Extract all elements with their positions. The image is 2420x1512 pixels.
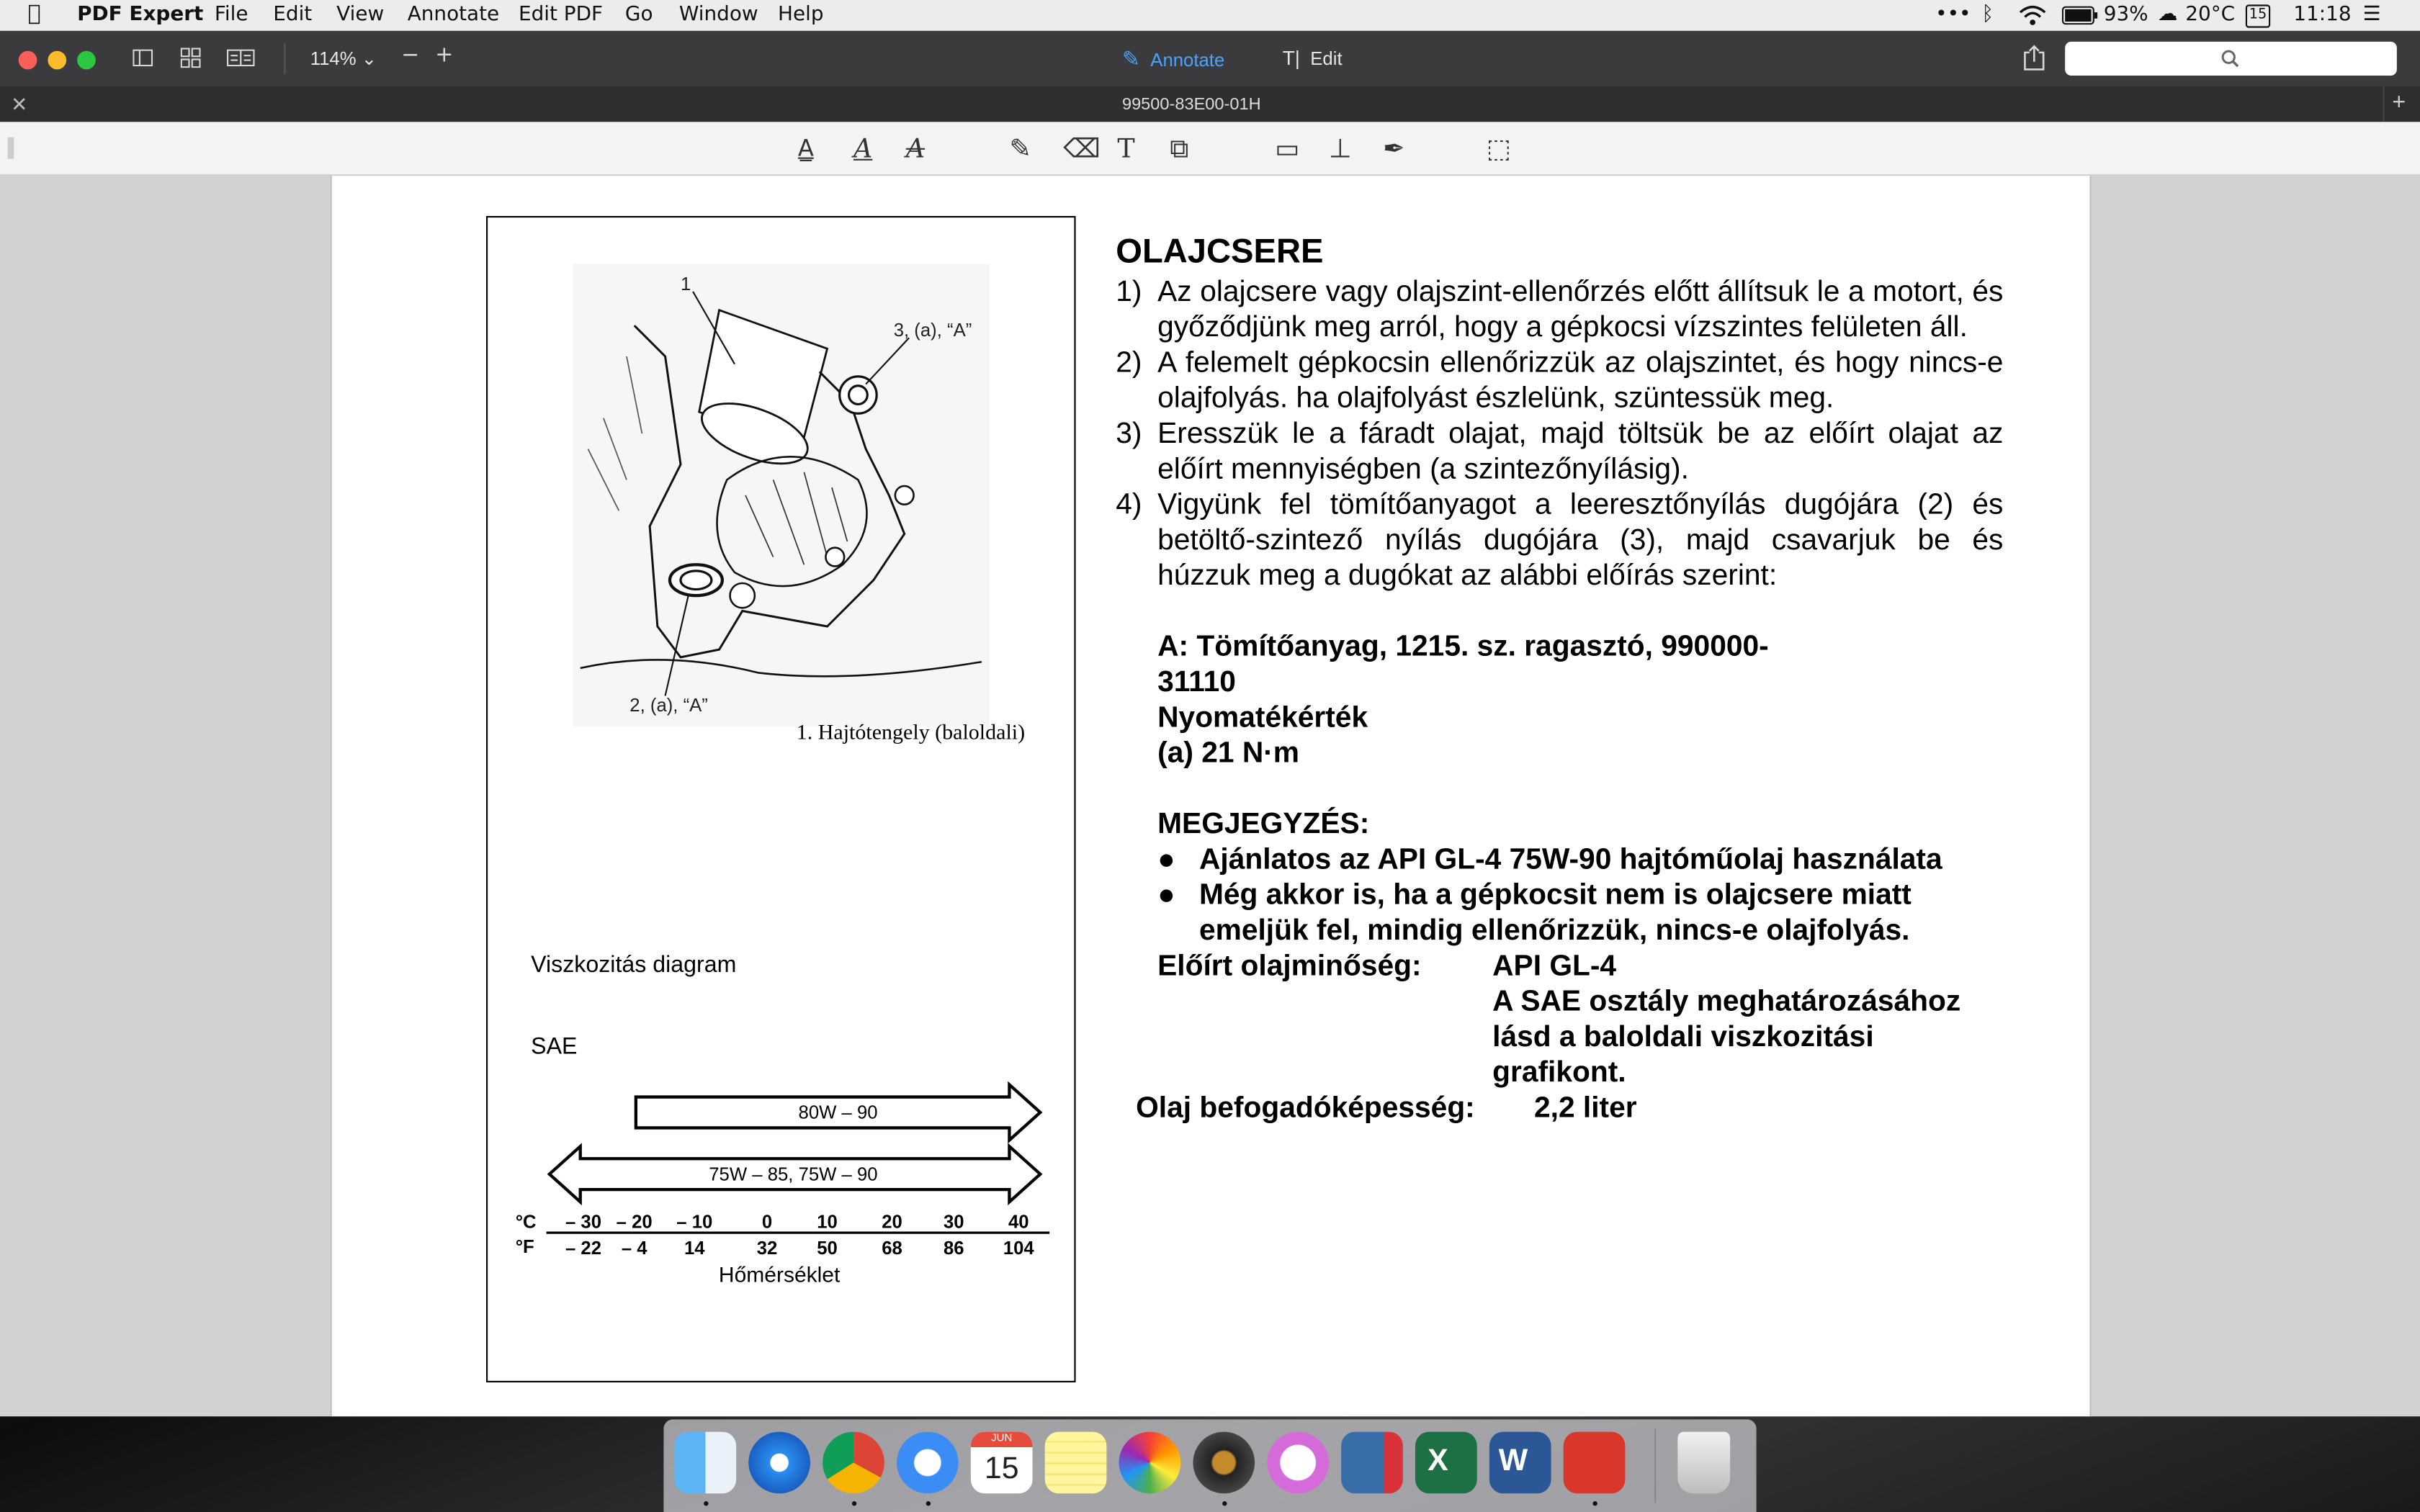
panel-handle[interactable] <box>8 138 14 159</box>
tab-divider <box>2383 86 2385 122</box>
menu-edit-pdf[interactable]: Edit PDF <box>519 3 604 27</box>
figure-caption: 1. Hajtótengely (baloldali) <box>796 721 1026 745</box>
menu-window[interactable]: Window <box>678 3 758 27</box>
fahrenheit-tick-label: 104 <box>1003 1238 1034 1259</box>
fahrenheit-tick-label: 50 <box>817 1238 838 1259</box>
sae-label: SAE <box>531 1033 578 1061</box>
fahrenheit-tick-label: – 4 <box>621 1238 647 1259</box>
bullet-icon: ● <box>1157 844 1175 877</box>
running-indicator <box>704 1501 708 1506</box>
calendar-day: 15 <box>984 1452 1019 1486</box>
search-input[interactable] <box>2065 42 2397 76</box>
oil-grade-note: A SAE osztály meghatározásához lásd a baloldali viszkozitási grafikont. <box>1492 986 1961 1089</box>
maps-icon[interactable] <box>897 1432 959 1494</box>
new-tab-icon[interactable]: + <box>2392 89 2406 116</box>
safari-icon[interactable] <box>748 1432 810 1494</box>
app-menu[interactable]: PDF Expert <box>77 3 204 27</box>
battery-icon[interactable] <box>2062 6 2099 25</box>
note-item <box>1157 878 2003 949</box>
minimize-window-button[interactable] <box>48 51 66 70</box>
word-icon[interactable] <box>1489 1432 1551 1494</box>
annotate-label: Annotate <box>1150 49 1225 71</box>
step-number: 2) <box>1116 347 1142 380</box>
note-text: Ajánlatos az API GL-4 75W-90 hajtóműolaj használata <box>1199 844 1942 877</box>
notes-icon[interactable] <box>1045 1432 1107 1494</box>
capacity-label: Olaj befogadóképesség: <box>1136 1092 1475 1125</box>
dock <box>663 1419 1756 1512</box>
pen-icon: ✎ <box>1121 46 1141 71</box>
selection-area-icon[interactable]: ⬚ <box>1486 134 1511 166</box>
comment-icon[interactable]: ▭ <box>1275 134 1300 166</box>
celsius-unit: °C <box>515 1212 537 1233</box>
step-item <box>1116 346 2003 417</box>
pencil-icon[interactable]: ✎ <box>1009 134 1031 166</box>
zoom-level-dropdown[interactable] <box>310 48 377 69</box>
step-item <box>1116 417 2003 488</box>
document-tab-bar <box>0 86 2420 123</box>
pdf-page[interactable] <box>331 176 2092 1416</box>
callout-1: 1 <box>681 273 691 295</box>
document-canvas[interactable] <box>0 176 2420 1416</box>
toolbar <box>0 31 2420 88</box>
section-heading: OLAJCSERE <box>1116 231 1324 270</box>
step-number: 4) <box>1116 489 1142 522</box>
weather-temp[interactable]: 20°C <box>2185 3 2236 27</box>
celsius-tick-label: – 20 <box>616 1212 653 1233</box>
step-item <box>1116 487 2003 594</box>
sealant-spec: A: Tömítőanyag, 1215. sz. ragasztó, 990000-31110 <box>1157 631 1769 699</box>
itunes-icon[interactable] <box>1267 1432 1329 1494</box>
trash-icon[interactable] <box>1677 1432 1730 1494</box>
running-indicator <box>1592 1501 1597 1506</box>
strikethrough-text-icon[interactable]: A <box>905 134 926 166</box>
running-indicator <box>926 1501 931 1506</box>
photos-icon[interactable] <box>1119 1432 1181 1494</box>
text-cursor-icon: T| <box>1282 46 1300 70</box>
excel-letter-icon: X <box>1428 1444 1448 1478</box>
eraser-icon[interactable]: ⌫ <box>1063 134 1101 166</box>
excel-icon[interactable] <box>1415 1432 1477 1494</box>
calendar-month: JUN <box>971 1432 1033 1447</box>
dock-divider <box>1654 1428 1656 1503</box>
chrome-icon[interactable] <box>823 1432 884 1494</box>
shapes-icon[interactable]: ⧉ <box>1170 134 1189 166</box>
zoom-window-button[interactable] <box>77 51 96 70</box>
celsius-tick-label: – 30 <box>565 1212 602 1233</box>
annotation-toolbar <box>0 122 2420 176</box>
calendar-icon[interactable]: 15 <box>2246 4 2270 27</box>
signature-icon[interactable]: ✒ <box>1383 134 1405 166</box>
pdf-expert-window <box>0 31 2420 1416</box>
pdf-expert-icon[interactable] <box>1564 1432 1626 1494</box>
battery-percent: 93% <box>2103 3 2148 27</box>
zoom-in-icon[interactable]: + <box>435 43 454 68</box>
highlight-text-icon[interactable]: A̲ <box>797 134 814 162</box>
oil-grade-row <box>1157 949 2003 1091</box>
arrow-80w90-label: 80W – 90 <box>798 1102 878 1123</box>
toolbar-divider <box>284 43 285 74</box>
reading-mode-icon[interactable] <box>227 50 255 67</box>
clock[interactable]: 11:18 <box>2293 3 2352 27</box>
step-text: Eresszük le a fáradt olajat, majd töltsük be az előírt olajat az előírt mennyiségben (a szintezőnyílásig). <box>1157 418 2004 486</box>
callout-3: 3, (a), “A” <box>893 319 972 341</box>
capacity-row <box>1136 1091 2003 1126</box>
annotate-mode-tab[interactable] <box>1122 46 1224 72</box>
torque-label: Nyomatékérték <box>1157 701 1368 734</box>
close-tab-icon[interactable]: ✕ <box>11 92 28 116</box>
menu-edit[interactable]: Edit <box>273 3 313 27</box>
celsius-tick-label: 0 <box>761 1212 773 1233</box>
menu-bar <box>0 0 2420 32</box>
capacity-value: 2,2 liter <box>1534 1092 1637 1125</box>
step-text: A felemelt gépkocsin ellenőrizzük az olajszintet, és hogy nincs-e olajfolyás. ha olajfolyást észlelünk, szüntessük meg. <box>1157 347 2004 415</box>
torque-value: (a) 21 N·m <box>1157 737 1299 770</box>
chevron-down-icon: ⌄ <box>361 48 377 70</box>
search-icon <box>2221 50 2240 68</box>
zoom-value: 114% <box>310 48 357 70</box>
step-text: Az olajcsere vagy olajszint-ellenőrzés előtt állítsuk le a motort, és győződjünk meg arról, hogy a gépkocsi vízszintes felületen áll. <box>1157 276 2004 344</box>
menu-help[interactable]: Help <box>778 3 824 27</box>
figure-frame <box>486 216 1076 1382</box>
celsius-tick-label: 40 <box>1008 1212 1029 1233</box>
underline-text-icon[interactable]: A <box>853 134 873 166</box>
arrow-75w-label: 75W – 85, 75W – 90 <box>709 1164 878 1185</box>
fahrenheit-tick-label: 68 <box>882 1238 902 1259</box>
word-letter-icon: W <box>1498 1444 1528 1478</box>
viscosity-title: Viszkozitás diagram <box>531 952 737 978</box>
menu-view[interactable]: View <box>336 3 385 27</box>
menu-annotate[interactable]: Annotate <box>407 3 500 27</box>
menu-go[interactable]: Go <box>624 3 653 27</box>
sidebar-toggle-icon[interactable] <box>133 50 153 67</box>
bluetooth-icon[interactable]: ᛒ <box>1981 3 1994 27</box>
menu-file[interactable]: File <box>214 3 248 27</box>
thumbnails-icon[interactable] <box>181 48 201 68</box>
viscosity-diagram <box>506 1074 1062 1305</box>
fahrenheit-tick-label: 86 <box>943 1238 964 1259</box>
note-item <box>1157 842 2003 878</box>
text-tool-icon[interactable]: T <box>1117 134 1135 166</box>
instructions-column <box>1116 231 2003 1126</box>
celsius-tick-label: 10 <box>817 1212 838 1233</box>
apple-icon[interactable] <box>28 1 41 26</box>
edit-mode-tab[interactable] <box>1283 46 1343 69</box>
note-text: Még akkor is, ha a gépkocsit nem is olajcsere miatt emeljük fel, mindig ellenőrizzük, nincs-e olajfolyás. <box>1199 879 1912 948</box>
oil-grade-label: Előírt olajminőség: <box>1157 950 1422 983</box>
step-number: 3) <box>1116 418 1142 451</box>
weather-icon[interactable]: ☁ <box>2157 3 2178 27</box>
fahrenheit-tick-label: – 22 <box>565 1238 602 1259</box>
calendar-icon[interactable] <box>971 1432 1033 1494</box>
callout-2: 2, (a), “A” <box>629 694 708 716</box>
step-item <box>1116 274 2003 346</box>
running-indicator <box>1222 1501 1227 1506</box>
fahrenheit-tick-label: 32 <box>756 1238 778 1259</box>
step-number: 1) <box>1116 276 1142 309</box>
celsius-tick-label: 30 <box>943 1212 964 1233</box>
note-title: MEGJEGYZÉS: <box>1157 808 1370 841</box>
parallels-icon[interactable] <box>1341 1432 1403 1494</box>
fahrenheit-tick-label: 14 <box>684 1238 705 1259</box>
step-text: Vigyünk fel tömítőanyagot a leeresztőnyílás dugójára (2) és betöltő-szintező nyílás dugójára (3), majd csavarjuk be és húzzuk meg a dugókat az alábbi előírás szerint: <box>1157 489 2004 593</box>
axis-label-temperature: Hőmérséklet <box>718 1263 841 1287</box>
more-icon[interactable]: ••• <box>1935 3 1971 27</box>
share-icon[interactable] <box>2023 45 2045 71</box>
close-window-button[interactable] <box>19 51 37 70</box>
document-tab-title[interactable]: 99500-83E00-01H <box>1121 95 1261 114</box>
edit-label: Edit <box>1310 48 1343 70</box>
zoom-out-icon[interactable]: − <box>401 43 420 68</box>
notification-center-icon[interactable]: ☰ <box>2362 3 2381 27</box>
running-indicator <box>852 1501 856 1506</box>
music-icon[interactable] <box>1193 1432 1255 1494</box>
finder-icon[interactable] <box>674 1432 736 1494</box>
celsius-tick-label: – 10 <box>676 1212 713 1233</box>
celsius-tick-label: 20 <box>882 1212 902 1233</box>
oil-grade-value: API GL-4 <box>1492 950 1617 983</box>
wifi-icon[interactable] <box>2019 4 2047 26</box>
stamp-icon[interactable]: ⊥ <box>1329 134 1352 166</box>
fahrenheit-unit: °F <box>515 1237 534 1257</box>
bullet-icon: ● <box>1157 879 1175 912</box>
oil-grade-values <box>1492 949 1994 1091</box>
